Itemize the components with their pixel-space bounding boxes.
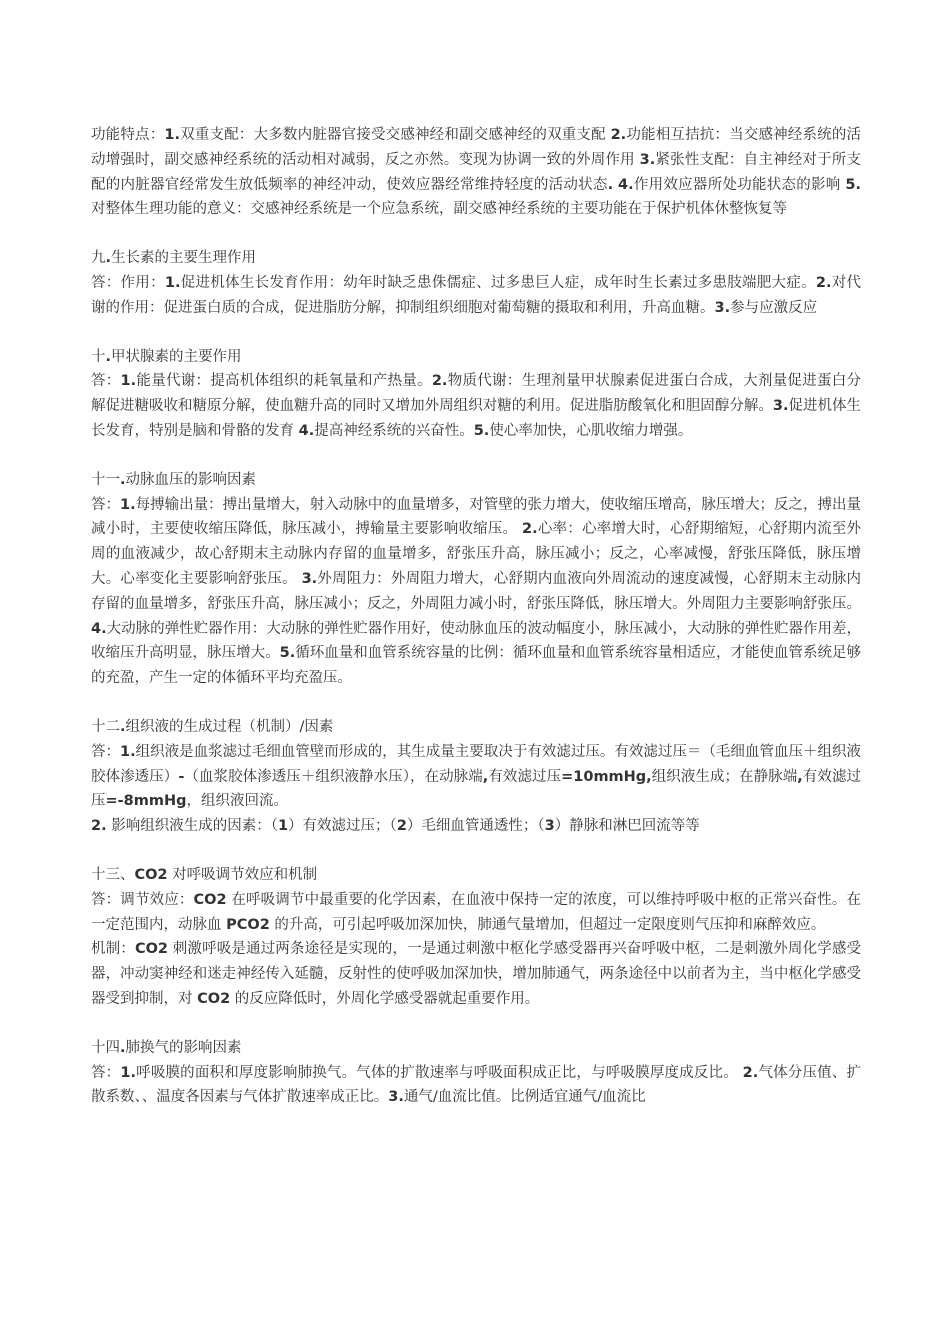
paragraph: 2. 影响组织液生成的因素：（1）有效滤过压；（2）毛细血管通透性；（3）静脉和淋巴回流等等	[91, 818, 700, 835]
section-gap	[91, 1012, 861, 1036]
paragraph: 功能特点：1.双重支配：大多数内脏器官接受交感神经和副交感神经的双重支配 2.功能相互拮抗：当交感神经系统的活动增强时，副交感神经系统的活动相对减弱，反之亦然。变现为协调一致的外周作用 3.紧张性支配：自主神经对于所支配的内脏器官经常发生放低频率的神经冲动，使效应器经常维持轻度的活动状态. 4.作用效应器所处功能状态的影响 5.对整体生理功能的意义：交感神经系统是一个应急系统，副交感神经系统的主要功能在于保护机体休整恢复等	[91, 127, 862, 218]
section-gap	[91, 839, 861, 863]
section-title: 十二.组织液的生成过程（机制）/因素	[91, 718, 334, 735]
section-14	[91, 1036, 861, 1110]
section-gap	[91, 222, 861, 246]
paragraph: 答：1.呼吸膜的面积和厚度影响肺换气。气体的扩散速率与呼吸面积成正比，与呼吸膜厚度成反比。 2.气体分压值、扩散系数、、温度各因素与气体扩散速率成正比。3.通气/血流比值。比例适宜通气/血流比	[91, 1064, 862, 1106]
paragraph: 机制：CO2 刺激呼吸是通过两条途径是实现的，一是通过刺激中枢化学感受器再兴奋呼吸中枢，二是刺激外周化学感受器，冲动窦神经和迷走神经传入延髓，反射性的使呼吸加深加快，增加肺通气，两条途径中以前者为主，当中枢化学感受器受到抑制，对 CO2 的反应降低时，外周化学感受器就起重要作用。	[91, 941, 862, 1007]
section-gap	[91, 444, 861, 468]
paragraph: 答：1.组织液是血浆滤过毛细血管壁而形成的，其生成量主要取决于有效滤过压。有效滤过压＝（毛细血管血压＋组织液胶体渗透压）-（血浆胶体渗透压＋组织液静水压），在动脉端,有效滤过压=10mmHg,组织液生成；在静脉端,有效滤过压=-8mmHg，组织液回流。	[91, 743, 862, 810]
paragraph: 答：1.每搏输出量：搏出量增大，射入动脉中的血量增多，对管壁的张力增大，使收缩压增高，脉压增大；反之，搏出量减小时，主要使收缩压降低，脉压减小，搏输量主要影响收缩压。 2.心率：心率增大时，心舒期缩短，心舒期内流至外周的血液减少，故心舒期末主动脉内存留的血量增多，舒张压升高，脉压减小；反之，心率减慢，舒张压降低，脉压增大。心率变化主要影响舒张压。 3.外周阻力：外周阻力增大，心舒期内血液向外周流动的速度减慢，心舒期末主动脉内存留的血量增多，舒张压升高，脉压减小；反之，外周阻力减小时，舒张压降低，脉压增大。外周阻力主要影响舒张压。 4.大动脉的弹性贮器作用：大动脉的弹性贮器作用好，使动脉血压的波动幅度小，脉压减小，大动脉的弹性贮器作用差，收缩压升高明显，脉压增大。5.循环血量和血管系统容量的比例：循环血量和血管系统容量相适应，才能使血管系统足够的充盈，产生一定的体循环平均充盈压。	[91, 496, 862, 687]
section-9	[91, 246, 861, 320]
section-13	[91, 863, 861, 1012]
section-gap	[91, 691, 861, 715]
section-11	[91, 468, 861, 691]
section-12	[91, 715, 861, 839]
paragraph: 答：作用：1.促进机体生长发育作用：幼年时缺乏患侏儒症、过多患巨人症，成年时生长素过多患肢端肥大症。2.对代谢的作用：促进蛋白质的合成，促进脂肪分解，抑制组织细胞对葡萄糖的摄取和利用，升高血糖。3.参与应激反应	[91, 274, 862, 316]
autonomic-features-section	[91, 123, 861, 222]
paragraph: 答：调节效应：CO2 在呼吸调节中最重要的化学因素，在血液中保持一定的浓度，可以维持呼吸中枢的正常兴奋性。在一定范围内，动脉血 PCO2 的升高，可引起呼吸加深加快，肺通气量增加，但超过一定限度则气压抑和麻醉效应。	[91, 891, 862, 933]
paragraph: 答：1.能量代谢：提高机体组织的耗氧量和产热量。2.物质代谢：生理剂量甲状腺素促进蛋白合成，大剂量促进蛋白分解促进糖吸收和糖原分解，使血糖升高的同时又增加外周组织对糖的利用。促进脂肪酸氧化和胆固醇分解。3.促进机体生长发育，特别是脑和骨骼的发育 4.提高神经系统的兴奋性。5.使心率加快，心肌收缩力增强。	[91, 373, 862, 439]
section-title: 十.甲状腺素的主要作用	[91, 348, 242, 365]
section-title: 十一.动脉血压的影响因素	[91, 471, 257, 488]
document-page	[91, 123, 861, 1110]
section-10	[91, 345, 861, 444]
section-title: 十四.肺换气的影响因素	[91, 1039, 242, 1056]
section-title: 十三、CO2 对呼吸调节效应和机制	[91, 866, 318, 883]
section-gap	[91, 321, 861, 345]
section-title: 九.生长素的主要生理作用	[91, 250, 257, 267]
